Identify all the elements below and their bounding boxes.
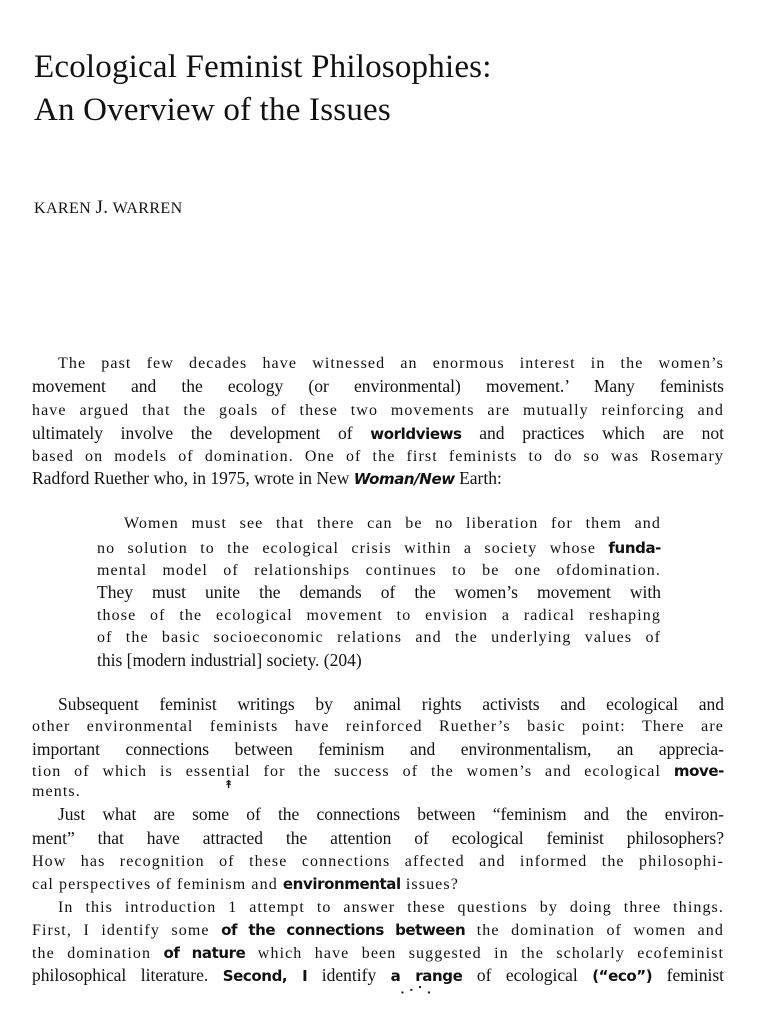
text-line: based on models of domination. One of the first feminists to do so was Rosemary xyxy=(32,448,724,465)
text-line: important connections between feminism and environmentalism, an apprecia- xyxy=(32,739,724,759)
text-line: philosophical literature. Second, I identify a range of ecological (“eco”) feminist xyxy=(32,965,725,985)
text-line: Radford Ruether who, in 1975, wrote in New Woman/New Earth: xyxy=(32,468,502,488)
quote-line: no solution to the ecological crisis within a society whose funda- xyxy=(97,539,661,557)
handwritten-correction: (“eco”) xyxy=(592,967,653,985)
handwritten-correction: a range xyxy=(390,967,463,985)
text-line: have argued that the goals of these two movements are mutually reinforcing and xyxy=(32,402,724,419)
handwritten-correction: of the connections between xyxy=(221,921,466,939)
handwritten-correction: funda- xyxy=(608,539,661,557)
text-line: ultimately involve the development of worldviews and practices which are not xyxy=(32,423,724,443)
quote-line: They must unite the demands of the women’s movement with xyxy=(97,582,661,602)
text-line: cal perspectives of feminism and environmental issues? xyxy=(32,875,459,893)
stray-mark-icon: ↟ xyxy=(224,778,234,791)
text-line: The past few decades have witnessed an enormous interest in the women’s xyxy=(58,355,724,372)
text-line: Subsequent feminist writings by animal rights activists and ecological and xyxy=(58,694,724,714)
handwritten-correction: Woman/New xyxy=(353,470,455,488)
text-line: the domination of nature which have been suggested in the scholarly ecofeminist xyxy=(32,944,724,962)
quote-line: Women must see that there can be no liberation for them and xyxy=(124,515,661,532)
text-line: How has recognition of these connections affected and informed the philosophi- xyxy=(32,853,724,870)
quote-line: those of the ecological movement to envision a radical reshaping xyxy=(97,607,661,624)
handwritten-correction: worldviews xyxy=(370,425,462,443)
text-line: ments. xyxy=(32,783,81,800)
quote-line: of the basic socioeconomic relations and the underlying values of xyxy=(97,629,661,646)
handwritten-correction: environmental xyxy=(282,875,401,893)
text-line: other environmental feminists have reinforced Ruether’s basic point: There are xyxy=(32,718,724,735)
quote-line: mental model of relationships continues to be one ofdomination. xyxy=(97,562,661,579)
title-line-1: Ecological Feminist Philosophies: xyxy=(34,49,492,85)
text-line: Just what are some of the connections between “feminism and the environ- xyxy=(58,804,724,824)
text-line: ment” that have attracted the attention of ecological feminist philosophers? xyxy=(32,828,724,848)
handwritten-correction: move- xyxy=(673,762,724,780)
text-line: First, I identify some of the connections between the domination of women and xyxy=(32,921,724,939)
text-line: In this introduction 1 attempt to answer these questions by doing three things. xyxy=(58,899,724,916)
ink-smudge-icon: ⠄⠂⠁⠄ xyxy=(400,986,436,997)
title-line-2: An Overview of the Issues xyxy=(34,92,391,128)
quote-line: this [modern industrial] society. (204) xyxy=(97,650,362,670)
handwritten-correction: of nature xyxy=(163,944,246,962)
text-line: movement and the ecology (or environmental) movement.’ Many feminists xyxy=(32,376,724,396)
article-title xyxy=(34,46,492,132)
author-name xyxy=(34,197,183,219)
author-first: KAREN xyxy=(34,200,92,217)
author-initial: J. xyxy=(95,197,109,218)
text-line: tion of which is essential for the success of the women’s and ecological move- xyxy=(32,762,724,780)
author-last: WARREN xyxy=(112,200,183,217)
handwritten-correction: Second, I xyxy=(222,967,308,985)
